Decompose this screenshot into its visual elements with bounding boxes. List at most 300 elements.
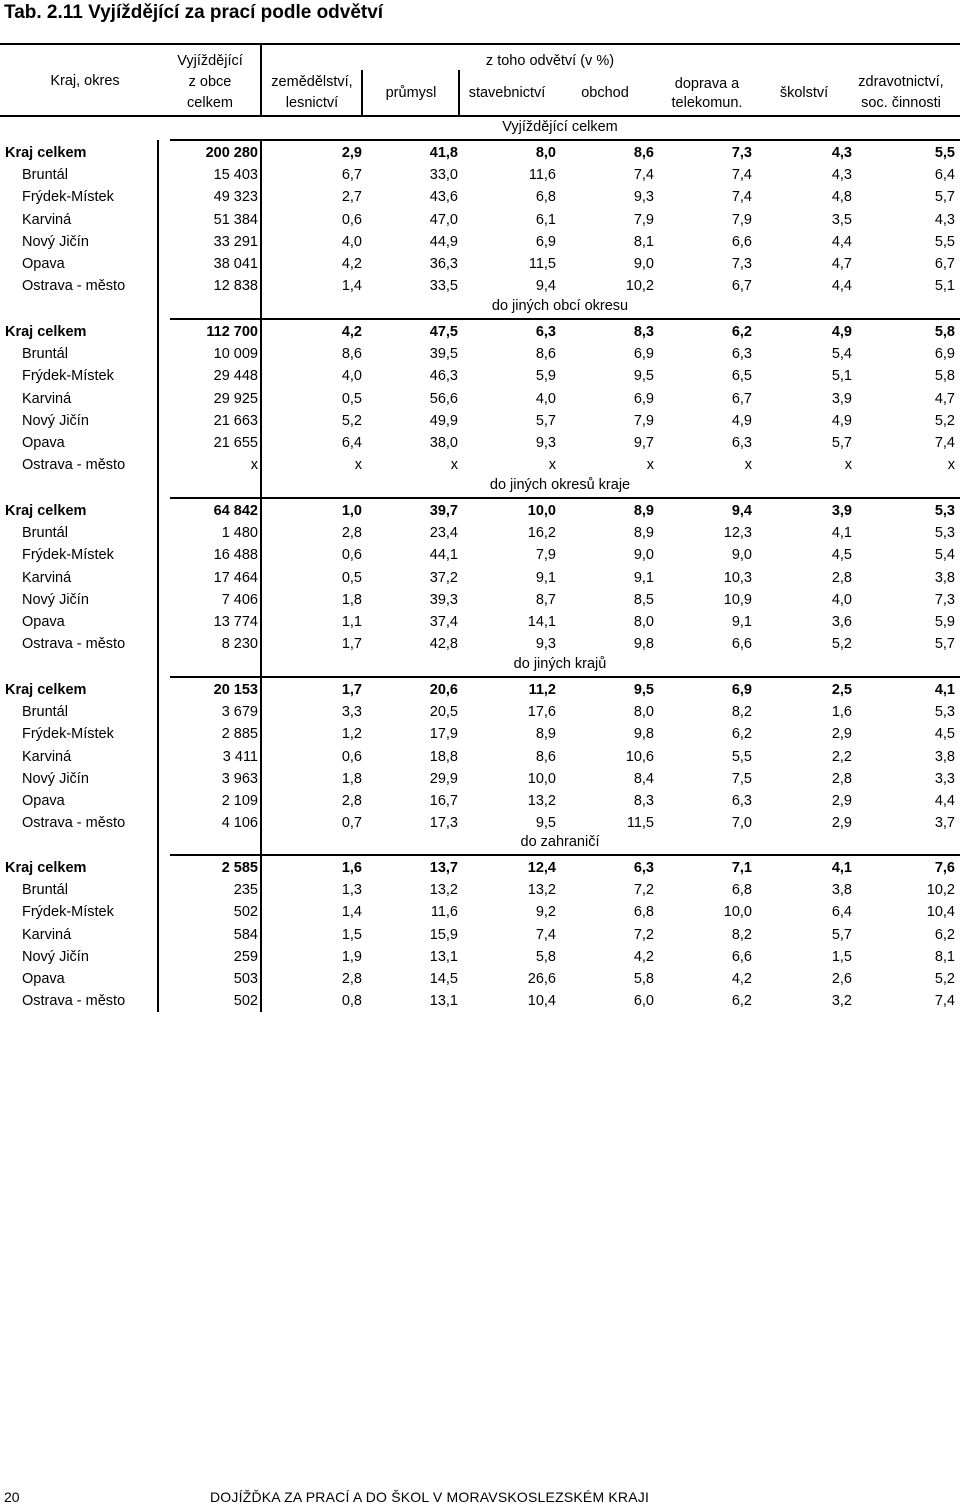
cell-col-4: 4,0 [535, 390, 556, 407]
row-label: Nový Jičín [22, 770, 89, 787]
cell-col-5: 6,9 [633, 390, 654, 407]
table-row [0, 410, 960, 432]
cell-col-2: 2,8 [341, 525, 362, 542]
cell-col-4: 9,3 [535, 435, 556, 451]
cell-col-5: 8,0 [633, 704, 654, 721]
row-label: Kraj celkem [5, 145, 87, 161]
row-label: Karviná [22, 748, 72, 765]
cell-col-8: 5,7 [934, 189, 955, 206]
cell-col-1: 12 838 [213, 278, 258, 295]
cell-col-2: 0,6 [341, 547, 362, 564]
cell-col-7: 2,8 [831, 569, 852, 586]
row-label: Karviná [22, 569, 72, 586]
row-label: Opava [22, 793, 65, 809]
column-divider [157, 140, 159, 1012]
cell-col-4: 8,6 [535, 346, 556, 363]
section-rule [170, 139, 960, 141]
cell-col-4: 8,6 [535, 748, 556, 765]
cell-col-6: 9,0 [731, 547, 752, 564]
header-col-7-line-2: soc. činnosti [861, 95, 941, 111]
cell-col-8: 6,2 [934, 926, 955, 943]
cell-col-3: 13,7 [429, 860, 458, 876]
cell-col-1: 13 774 [213, 614, 258, 630]
header-col-4-line-1: obchod [581, 85, 629, 101]
cell-col-6: 7,3 [731, 145, 752, 161]
table-row [0, 253, 960, 275]
cell-col-8: 7,6 [934, 860, 955, 876]
cell-col-5: 9,8 [633, 636, 654, 653]
cell-col-8: 7,4 [934, 993, 955, 1010]
cell-col-6: 10,0 [723, 904, 752, 921]
cell-col-8: 5,3 [934, 704, 955, 721]
cell-col-6: 8,2 [731, 926, 752, 943]
cell-col-8: 3,7 [934, 815, 955, 832]
cell-col-2: 4,2 [341, 324, 362, 340]
cell-col-5: 9,7 [633, 435, 654, 451]
row-label: Bruntál [22, 882, 68, 899]
cell-col-7: 2,5 [831, 682, 852, 698]
cell-col-6: 6,2 [731, 993, 752, 1010]
cell-col-6: 7,3 [731, 256, 752, 272]
cell-col-3: 42,8 [429, 636, 458, 653]
cell-col-4: 5,8 [535, 948, 556, 965]
cell-col-7: 4,9 [831, 412, 852, 429]
cell-col-1: 112 700 [206, 324, 258, 340]
cell-col-4: 10,0 [527, 503, 556, 519]
cell-col-7: 1,6 [831, 704, 852, 721]
header-vyjizdejici-2: z obce [188, 74, 232, 90]
section-label: Vyjíždějící celkem [502, 119, 618, 135]
cell-col-3: 11,6 [430, 904, 458, 921]
table-row [0, 500, 960, 522]
table-row [0, 567, 960, 589]
cell-col-1: 3 411 [222, 748, 258, 765]
cell-col-8: 6,9 [934, 346, 955, 363]
cell-col-8: x [947, 457, 955, 474]
table-row [0, 901, 960, 923]
cell-col-1: 7 406 [221, 591, 258, 608]
cell-col-1: 64 842 [213, 503, 258, 519]
cell-col-2: 4,0 [341, 368, 362, 385]
cell-col-3: 16,7 [429, 793, 458, 809]
cell-col-2: 4,0 [341, 233, 362, 250]
cell-col-5: 9,0 [633, 256, 654, 272]
cell-col-1: 20 153 [213, 682, 258, 698]
cell-col-6: 8,2 [731, 704, 752, 721]
cell-col-4: 8,9 [535, 726, 556, 743]
cell-col-5: 8,0 [633, 614, 654, 630]
cell-col-7: 4,5 [831, 547, 852, 564]
cell-col-3: 37,4 [429, 614, 458, 630]
cell-col-5: 9,3 [633, 189, 654, 206]
header-col-7-line-1: zdravotnictví, [858, 74, 944, 90]
table-row [0, 968, 960, 990]
section-label: do jiných okresů kraje [489, 477, 631, 493]
cell-col-6: 6,6 [731, 636, 752, 653]
header-col-1-line-1: zemědělství, [271, 74, 353, 90]
cell-col-1: x [250, 457, 258, 474]
cell-col-3: 13,1 [429, 948, 458, 965]
cell-col-2: 1,8 [341, 770, 362, 787]
cell-col-5: 7,2 [633, 882, 654, 899]
cell-col-2: 0,6 [341, 748, 362, 765]
table-row [0, 164, 960, 186]
cell-col-8: 5,3 [934, 525, 955, 542]
header-col-6-line-1: školství [779, 85, 829, 101]
cell-col-3: 39,3 [429, 591, 458, 608]
cell-col-3: 38,0 [429, 435, 458, 451]
cell-col-6: 4,2 [731, 971, 752, 987]
cell-col-7: 4,7 [831, 256, 852, 272]
cell-col-5: 8,9 [633, 503, 654, 519]
cell-col-1: 2 585 [221, 860, 258, 876]
cell-col-2: 0,5 [341, 390, 362, 407]
cell-col-8: 4,3 [934, 211, 955, 228]
cell-col-8: 10,2 [926, 882, 955, 899]
table-row [0, 186, 960, 208]
table-row [0, 522, 960, 544]
cell-col-4: 9,3 [535, 636, 556, 653]
cell-col-1: 503 [233, 971, 258, 987]
cell-col-6: 5,5 [731, 748, 752, 765]
header-divider [361, 70, 363, 116]
row-label: Opava [22, 614, 65, 630]
row-label: Kraj celkem [5, 324, 87, 340]
cell-col-7: 4,8 [831, 189, 852, 206]
cell-col-6: 6,3 [731, 346, 752, 363]
cell-col-2: 2,8 [341, 793, 362, 809]
cell-col-7: 5,2 [831, 636, 852, 653]
cell-col-7: 2,8 [831, 770, 852, 787]
cell-col-1: 259 [233, 948, 258, 965]
header-kraj-okres: Kraj, okres [50, 73, 120, 89]
cell-col-1: 29 448 [213, 368, 258, 385]
cell-col-5: 7,2 [633, 926, 654, 943]
row-label: Ostrava - město [22, 278, 126, 295]
cell-col-3: 47,5 [429, 324, 458, 340]
cell-col-8: 5,8 [934, 324, 955, 340]
cell-col-1: 38 041 [213, 256, 258, 272]
cell-col-3: 44,1 [429, 547, 458, 564]
cell-col-6: 6,2 [731, 324, 752, 340]
cell-col-5: 7,4 [633, 167, 654, 184]
cell-col-7: 4,1 [831, 860, 852, 876]
cell-col-8: 5,5 [934, 145, 955, 161]
cell-col-2: 1,4 [341, 904, 362, 921]
table-row [0, 365, 960, 387]
table-row [0, 432, 960, 454]
cell-col-6: 6,5 [731, 368, 752, 385]
cell-col-3: 47,0 [429, 211, 458, 228]
cell-col-4: 9,5 [535, 815, 556, 832]
cell-col-7: 2,6 [831, 971, 852, 987]
cell-col-5: 7,9 [633, 412, 654, 429]
cell-col-1: 3 679 [221, 704, 258, 721]
cell-col-3: 29,9 [429, 770, 458, 787]
row-label: Karviná [22, 926, 72, 943]
cell-col-4: 26,6 [527, 971, 556, 987]
cell-col-1: 51 384 [213, 211, 258, 228]
cell-col-4: 9,1 [535, 569, 556, 586]
cell-col-2: 1,0 [341, 503, 362, 519]
cell-col-4: 8,7 [535, 591, 556, 608]
cell-col-4: 10,0 [527, 770, 556, 787]
table-row [0, 701, 960, 723]
cell-col-7: 4,4 [831, 233, 852, 250]
cell-col-8: 5,2 [934, 971, 955, 987]
cell-col-5: 10,6 [625, 748, 654, 765]
cell-col-3: 49,9 [429, 412, 458, 429]
cell-col-7: 3,9 [831, 503, 852, 519]
cell-col-8: 5,3 [934, 503, 955, 519]
row-label: Frýdek-Místek [22, 726, 114, 743]
row-label: Bruntál [22, 525, 68, 542]
cell-col-6: 7,9 [731, 211, 752, 228]
cell-col-5: 8,5 [633, 591, 654, 608]
cell-col-4: 11,5 [528, 256, 556, 272]
table-row [0, 589, 960, 611]
header-vyjizdejici-3: celkem [187, 95, 233, 111]
cell-col-5: 9,5 [633, 682, 654, 698]
cell-col-5: 8,3 [633, 793, 654, 809]
cell-col-2: 1,6 [341, 860, 362, 876]
cell-col-3: 14,5 [429, 971, 458, 987]
header-divider [458, 70, 460, 116]
row-label: Frýdek-Místek [22, 547, 114, 564]
cell-col-3: 43,6 [429, 189, 458, 206]
cell-col-6: 6,2 [731, 726, 752, 743]
cell-col-4: 12,4 [527, 860, 556, 876]
cell-col-3: 17,9 [429, 726, 458, 743]
cell-col-3: 46,3 [429, 368, 458, 385]
cell-col-2: 4,2 [341, 256, 362, 272]
cell-col-4: 16,2 [527, 525, 556, 542]
cell-col-2: 1,7 [341, 682, 362, 698]
cell-col-6: 12,3 [723, 525, 752, 542]
row-label: Ostrava - město [22, 993, 126, 1010]
table-row [0, 343, 960, 365]
row-label: Opava [22, 435, 65, 451]
row-label: Frýdek-Místek [22, 368, 114, 385]
cell-col-3: 33,0 [429, 167, 458, 184]
cell-col-4: 6,9 [535, 233, 556, 250]
table-row [0, 321, 960, 343]
cell-col-5: 6,3 [633, 860, 654, 876]
cell-col-4: 6,3 [535, 324, 556, 340]
cell-col-3: 41,8 [429, 145, 458, 161]
cell-col-6: 6,6 [731, 233, 752, 250]
table-row [0, 679, 960, 701]
column-divider [260, 140, 262, 1012]
row-label: Nový Jičín [22, 233, 89, 250]
cell-col-4: 10,4 [527, 993, 556, 1010]
table-row [0, 924, 960, 946]
header-divider [260, 44, 262, 116]
cell-col-1: 2 885 [221, 726, 258, 743]
section-label: do jiných krajů [513, 656, 607, 672]
cell-col-6: 10,9 [723, 591, 752, 608]
cell-col-5: x [646, 457, 654, 474]
cell-col-7: 3,5 [831, 211, 852, 228]
table-row [0, 275, 960, 297]
cell-col-3: 23,4 [429, 525, 458, 542]
row-label: Kraj celkem [5, 682, 87, 698]
row-label: Kraj celkem [5, 503, 87, 519]
cell-col-1: 49 323 [213, 189, 258, 206]
cell-col-8: 4,4 [934, 793, 955, 809]
cell-col-7: 3,8 [831, 882, 852, 899]
cell-col-1: 584 [233, 926, 258, 943]
cell-col-6: 6,3 [731, 793, 752, 809]
cell-col-4: 7,9 [535, 547, 556, 564]
cell-col-8: 6,4 [934, 167, 955, 184]
cell-col-7: 3,6 [831, 614, 852, 630]
cell-col-6: 6,3 [731, 435, 752, 451]
header-bottom-rule [0, 115, 960, 117]
cell-col-1: 10 009 [213, 346, 258, 363]
cell-col-7: 4,4 [831, 278, 852, 295]
header-vyjizdejici-1: Vyjíždějící [177, 53, 243, 69]
cell-col-7: 2,9 [831, 815, 852, 832]
cell-col-3: 17,3 [429, 815, 458, 832]
cell-col-1: 17 464 [213, 569, 258, 586]
cell-col-3: x [450, 457, 458, 474]
cell-col-1: 21 655 [213, 435, 258, 451]
cell-col-7: 5,1 [831, 368, 852, 385]
cell-col-1: 2 109 [221, 793, 258, 809]
cell-col-8: 5,8 [934, 368, 955, 385]
cell-col-1: 235 [233, 882, 258, 899]
cell-col-2: x [354, 457, 362, 474]
cell-col-6: 9,1 [731, 614, 752, 630]
cell-col-1: 502 [233, 904, 258, 921]
row-label: Nový Jičín [22, 591, 89, 608]
cell-col-8: 4,5 [934, 726, 955, 743]
cell-col-1: 4 106 [221, 815, 258, 832]
cell-col-7: 3,9 [831, 390, 852, 407]
cell-col-8: 5,1 [934, 278, 955, 295]
row-label: Ostrava - město [22, 636, 126, 653]
cell-col-4: 9,4 [535, 278, 556, 295]
cell-col-8: 3,8 [934, 748, 955, 765]
cell-col-2: 2,7 [341, 189, 362, 206]
table-row [0, 454, 960, 476]
table-row [0, 388, 960, 410]
cell-col-5: 11,5 [626, 815, 654, 832]
cell-col-5: 6,0 [633, 993, 654, 1010]
cell-col-8: 10,4 [926, 904, 955, 921]
cell-col-8: 6,7 [934, 256, 955, 272]
row-label: Ostrava - město [22, 815, 126, 832]
cell-col-3: 33,5 [429, 278, 458, 295]
cell-col-8: 3,8 [934, 569, 955, 586]
cell-col-8: 5,7 [934, 636, 955, 653]
header-col-1-line-2: lesnictví [285, 95, 339, 111]
header-z-toho: z toho odvětví (v %) [485, 53, 615, 69]
page-number: 20 [4, 1489, 20, 1505]
section-rule [170, 854, 960, 856]
row-label: Ostrava - město [22, 457, 126, 474]
cell-col-5: 8,1 [633, 233, 654, 250]
cell-col-6: 6,7 [731, 390, 752, 407]
cell-col-6: 6,8 [731, 882, 752, 899]
cell-col-2: 5,2 [341, 412, 362, 429]
cell-col-4: 13,2 [527, 793, 556, 809]
cell-col-2: 8,6 [341, 346, 362, 363]
cell-col-6: 6,7 [731, 278, 752, 295]
cell-col-6: x [744, 457, 752, 474]
cell-col-5: 10,2 [625, 278, 654, 295]
header-col-3-line-1: stavebnictví [468, 85, 546, 101]
cell-col-8: 7,4 [934, 435, 955, 451]
cell-col-5: 8,4 [633, 770, 654, 787]
cell-col-8: 5,4 [934, 547, 955, 564]
cell-col-7: 4,9 [831, 324, 852, 340]
cell-col-2: 2,8 [341, 971, 362, 987]
cell-col-8: 4,1 [934, 682, 955, 698]
cell-col-8: 5,9 [934, 614, 955, 630]
row-label: Nový Jičín [22, 948, 89, 965]
table-row [0, 857, 960, 879]
header-col-5-line-2: telekomun. [671, 95, 743, 111]
cell-col-5: 7,9 [633, 211, 654, 228]
cell-col-7: 2,9 [831, 793, 852, 809]
cell-col-7: 5,7 [831, 435, 852, 451]
cell-col-1: 3 963 [221, 770, 258, 787]
cell-col-3: 36,3 [429, 256, 458, 272]
cell-col-5: 8,3 [633, 324, 654, 340]
cell-col-6: 7,1 [731, 860, 752, 876]
cell-col-1: 21 663 [213, 412, 258, 429]
table-row [0, 544, 960, 566]
cell-col-2: 2,9 [341, 145, 362, 161]
cell-col-7: 4,1 [831, 525, 852, 542]
cell-col-1: 29 925 [213, 390, 258, 407]
table-row [0, 209, 960, 231]
cell-col-8: 3,3 [934, 770, 955, 787]
cell-col-3: 44,9 [429, 233, 458, 250]
row-label: Opava [22, 971, 65, 987]
cell-col-8: 5,5 [934, 233, 955, 250]
cell-col-3: 56,6 [429, 390, 458, 407]
table-row [0, 633, 960, 655]
cell-col-6: 9,4 [731, 503, 752, 519]
cell-col-1: 33 291 [213, 233, 258, 250]
row-label: Nový Jičín [22, 412, 89, 429]
header-top-rule [0, 43, 960, 45]
cell-col-4: 6,8 [535, 189, 556, 206]
cell-col-3: 13,1 [429, 993, 458, 1010]
table-row [0, 611, 960, 633]
cell-col-2: 0,5 [341, 569, 362, 586]
section-rule [170, 497, 960, 499]
table-row [0, 790, 960, 812]
cell-col-7: 5,4 [831, 346, 852, 363]
cell-col-7: 4,0 [831, 591, 852, 608]
header-col-2-line-1: průmysl [385, 85, 437, 101]
cell-col-4: 13,2 [527, 882, 556, 899]
cell-col-3: 39,7 [429, 503, 458, 519]
cell-col-2: 6,4 [341, 435, 362, 451]
header-col-5-line-1: doprava a [674, 76, 740, 92]
cell-col-7: 4,3 [831, 167, 852, 184]
cell-col-3: 20,6 [429, 682, 458, 698]
cell-col-4: 8,0 [535, 145, 556, 161]
cell-col-5: 9,8 [633, 726, 654, 743]
cell-col-1: 16 488 [213, 547, 258, 564]
table-row [0, 990, 960, 1012]
row-label: Bruntál [22, 167, 68, 184]
